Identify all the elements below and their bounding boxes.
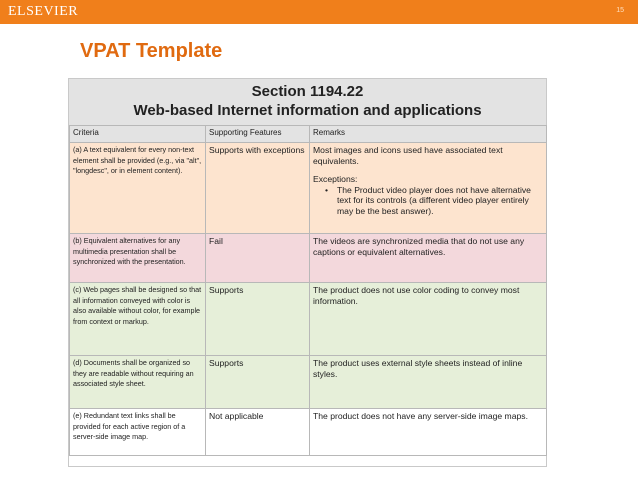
remarks-cell: The product does not use color coding to convey most information. xyxy=(310,283,547,356)
criteria-cell: (a) A text equivalent for every non-text element shall be provided (e.g., via "alt", "longdesc", or in element content). xyxy=(70,143,206,234)
table-header-row xyxy=(70,126,547,143)
column-header-criteria: Criteria xyxy=(70,126,206,143)
vpat-table xyxy=(69,125,547,456)
exception-item xyxy=(325,185,543,217)
section-subtitle: Web-based Internet information and applications xyxy=(133,102,482,119)
brand-logo: ELSEVIER xyxy=(8,4,79,19)
section-header xyxy=(69,79,546,125)
table-row xyxy=(70,143,547,234)
remarks-cell xyxy=(310,143,547,234)
support-cell: Supports xyxy=(206,283,310,356)
support-cell: Not applicable xyxy=(206,409,310,456)
exceptions-label: Exceptions: xyxy=(313,174,358,184)
column-header-supporting-features: Supporting Features xyxy=(206,126,310,143)
table-row xyxy=(70,234,547,283)
top-bar xyxy=(0,0,638,24)
table-row xyxy=(70,356,547,409)
table-row xyxy=(70,283,547,356)
bullet-icon: • xyxy=(325,184,329,195)
criteria-cell: (b) Equivalent alternatives for any multimedia presentation shall be synchronized with the presentation. xyxy=(70,234,206,283)
section-title: Section 1194.22 xyxy=(251,83,364,100)
exception-text: The Product video player does not have alternative text for its controls (a different video player entirely may be the best answer). xyxy=(337,184,531,216)
criteria-cell: (e) Redundant text links shall be provided for each active region of a server-side image map. xyxy=(70,409,206,456)
slide-title: VPAT Template xyxy=(80,40,223,62)
criteria-cell: (c) Web pages shall be designed so that all information conveyed with color is also available without color, for example from context or markup. xyxy=(70,283,206,356)
remarks-cell: The product uses external style sheets instead of inline styles. xyxy=(310,356,547,409)
remarks-cell: The product does not have any server-side image maps. xyxy=(310,409,547,456)
remarks-cell: The videos are synchronized media that do not use any captions or equivalent alternatives. xyxy=(310,234,547,283)
support-cell: Supports xyxy=(206,356,310,409)
support-cell: Supports with exceptions xyxy=(206,143,310,234)
vpat-table-image xyxy=(68,78,547,467)
table-row xyxy=(70,409,547,456)
support-cell: Fail xyxy=(206,234,310,283)
remarks-text: Most images and icons used have associated text equivalents. xyxy=(313,145,503,166)
page-number: 15 xyxy=(616,7,624,14)
column-header-remarks: Remarks xyxy=(310,126,547,143)
criteria-cell: (d) Documents shall be organized so they are readable without requiring an associated style sheet. xyxy=(70,356,206,409)
